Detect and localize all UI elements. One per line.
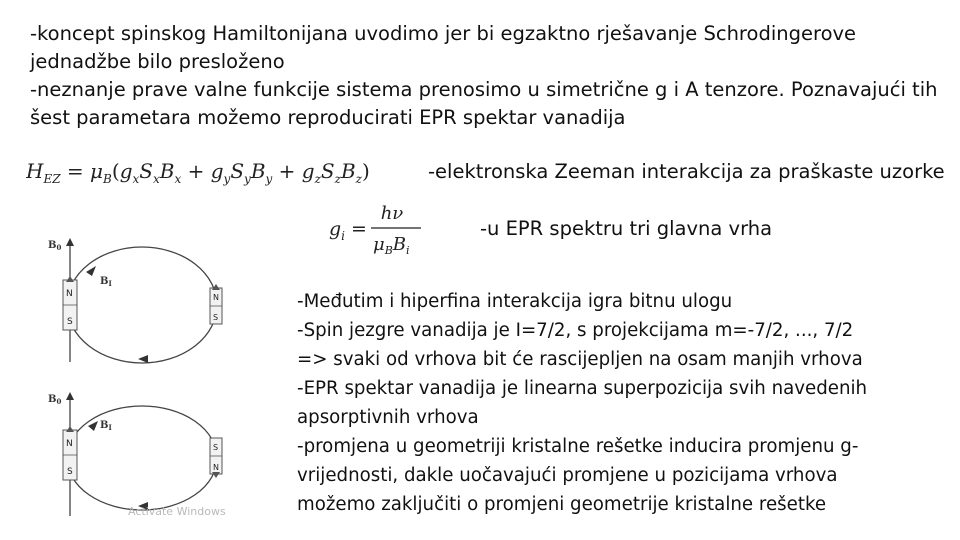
svg-text:S: S — [67, 317, 73, 327]
svg-text:S: S — [67, 467, 73, 477]
hyperfine-line: -Međutim i hiperfina interakcija igra bitnu ulogu — [297, 291, 733, 312]
intro-line: jednadžbe bilo presloženo — [30, 50, 285, 73]
intro-paragraph — [30, 20, 950, 132]
magnet-field-diagram-parallel — [30, 232, 240, 372]
g-factor-equation — [325, 198, 435, 258]
svg-text:N: N — [66, 289, 73, 299]
b1-label: $B_I$ — [100, 420, 112, 432]
b0-arrow-icon — [66, 238, 74, 246]
svg-text:S: S — [213, 443, 219, 452]
g-factor-label: -u EPR spektru tri glavna vrha — [480, 217, 773, 240]
field-arrow-icon — [86, 266, 96, 276]
b1-label: $B_I$ — [100, 276, 112, 288]
intro-line: šest parametara možemo reproducirati EPR spektar vanadija — [30, 106, 626, 129]
hyperfine-line: -EPR spektar vanadija je linearna superpozicija svih navedenih — [297, 378, 868, 399]
svg-text:gi =: $g_i$ = — [329, 218, 367, 243]
right-magnet — [210, 284, 222, 324]
zeeman-hamiltonian-equation — [26, 154, 406, 188]
left-magnet — [63, 426, 77, 480]
right-magnet — [210, 438, 222, 478]
svg-text:HEZ = μB(gxSxBx + gySyBy + gzS: $H_{EZ} = \mu_B(g_xS_xB_x + g_yS_yB_y + g_zS_zB_z)$ — [26, 159, 370, 186]
activate-windows-watermark: Activate Windows — [128, 505, 226, 518]
hyperfine-line: -promjena u geometriji kristalne rešetke inducira promjenu g- — [297, 436, 859, 457]
field-loop — [67, 247, 217, 363]
hyperfine-line: apsorptivnih vrhova — [297, 407, 479, 428]
svg-text:N: N — [213, 463, 219, 472]
magnet-field-diagram-antiparallel — [30, 388, 240, 523]
b0-arrow-icon — [66, 392, 74, 400]
hyperfine-line: => svaki od vrhova bit će rascijepljen na osam manjih vrhova — [297, 349, 863, 370]
svg-text:μBBi: $\mu_BB_i$ — [373, 234, 410, 257]
svg-text:N: N — [213, 293, 219, 302]
svg-text:N: N — [66, 439, 73, 449]
hyperfine-line: možemo zaključiti o promjeni geometrije kristalne rešetke — [297, 494, 827, 515]
svg-text:hν: hν — [380, 203, 404, 224]
field-loop — [67, 406, 217, 510]
field-arrow-icon — [88, 421, 98, 431]
svg-text:S: S — [213, 313, 219, 322]
left-magnet — [63, 276, 77, 330]
intro-line: -koncept spinskog Hamiltonijana uvodimo jer bi egzaktno rješavanje Schrodingerove — [30, 22, 857, 45]
zeeman-label: -elektronska Zeeman interakcija za praškaste uzorke — [428, 160, 945, 183]
hyperfine-paragraph — [297, 287, 947, 519]
hyperfine-line: vrijednosti, dakle uočavajući promjene u pozicijama vrhova — [297, 465, 838, 486]
intro-line: -neznanje prave valne funkcije sistema prenosimo u simetrične g i A tenzore. Poznavajući tih — [30, 78, 938, 101]
field-arrow-icon — [138, 355, 148, 363]
b0-label: $B_0$ — [48, 240, 62, 252]
hyperfine-line: -Spin jezgre vanadija je I=7/2, s projekcijama m=-7/2, ..., 7/2 — [297, 320, 854, 341]
b0-label: $B_0$ — [48, 394, 62, 406]
